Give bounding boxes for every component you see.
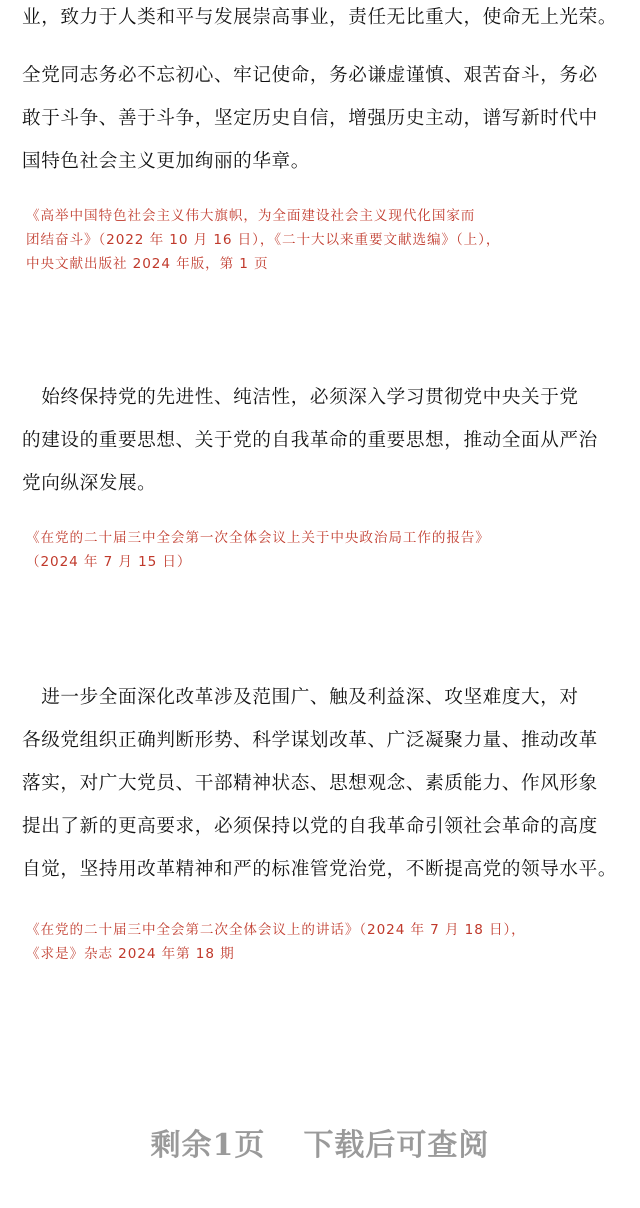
citation-line: 《高举中国特色社会主义伟大旗帜，为全面建设社会主义现代化国家而: [26, 208, 476, 224]
paragraph-line: 始终保持党的先进性、纯洁性，必须深入学习贯彻党中央关于党: [22, 387, 579, 408]
citation-1: [26, 204, 626, 276]
paragraph-2: [22, 376, 620, 505]
paragraph-line: 的建设的重要思想、关于党的自我革命的重要思想，推动全面从严治: [22, 430, 598, 451]
paragraph-line: 各级党组织正确判断形势、科学谋划改革、广泛凝聚力量、推动改革: [22, 730, 598, 751]
citation-line: 中央文献出版社 2024 年版，第 1 页: [26, 256, 269, 272]
paragraph-line: 国特色社会主义更加绚丽的华章。: [22, 151, 310, 172]
citation-line: 团结奋斗》（2022 年 10 月 16 日），《二十大以来重要文献选编》（上），: [26, 232, 501, 248]
remaining-pages-label: 剩余1页: [150, 1128, 266, 1163]
paragraph-1: [22, 54, 620, 183]
paragraph-line: 落实，对广大党员、干部精神状态、思想观念、素质能力、作风形象: [22, 773, 598, 794]
paragraph-line: 自觉，坚持用改革精神和严的标准管党治党，不断提高党的领导水平。: [22, 859, 618, 880]
paragraph-line: 全党同志务必不忘初心、牢记使命，务必谦虚谨慎、艰苦奋斗，务必: [22, 65, 598, 86]
citation-line: 《在党的二十届三中全会第二次全体会议上的讲话》（2024 年 7 月 18 日），: [26, 922, 526, 938]
citation-3: [26, 918, 626, 966]
paragraph-line: 党向纵深发展。: [22, 473, 157, 494]
download-to-read-label[interactable]: 下载后可查阅: [303, 1128, 490, 1163]
citation-line: 《在党的二十届三中全会第一次全体会议上关于中央政治局工作的报告》: [26, 530, 490, 546]
citation-line: 《求是》杂志 2024 年第 18 期: [26, 946, 235, 962]
paragraph-3: [22, 676, 620, 891]
paragraph-line: 业，致力于人类和平与发展崇高事业，责任无比重大，使命无上光荣。: [22, 7, 618, 28]
download-footer[interactable]: [0, 1122, 640, 1170]
citation-line: （2024 年 7 月 15 日）: [26, 554, 192, 570]
paragraph-line: 敢于斗争、善于斗争，坚定历史自信，增强历史主动，谱写新时代中: [22, 108, 598, 129]
paragraph-line: 提出了新的更高要求，必须保持以党的自我革命引领社会革命的高度: [22, 816, 598, 837]
citation-2: [26, 526, 626, 574]
paragraph-0: [22, 0, 620, 39]
paragraph-line: 进一步全面深化改革涉及范围广、触及利益深、攻坚难度大，对: [22, 687, 579, 708]
